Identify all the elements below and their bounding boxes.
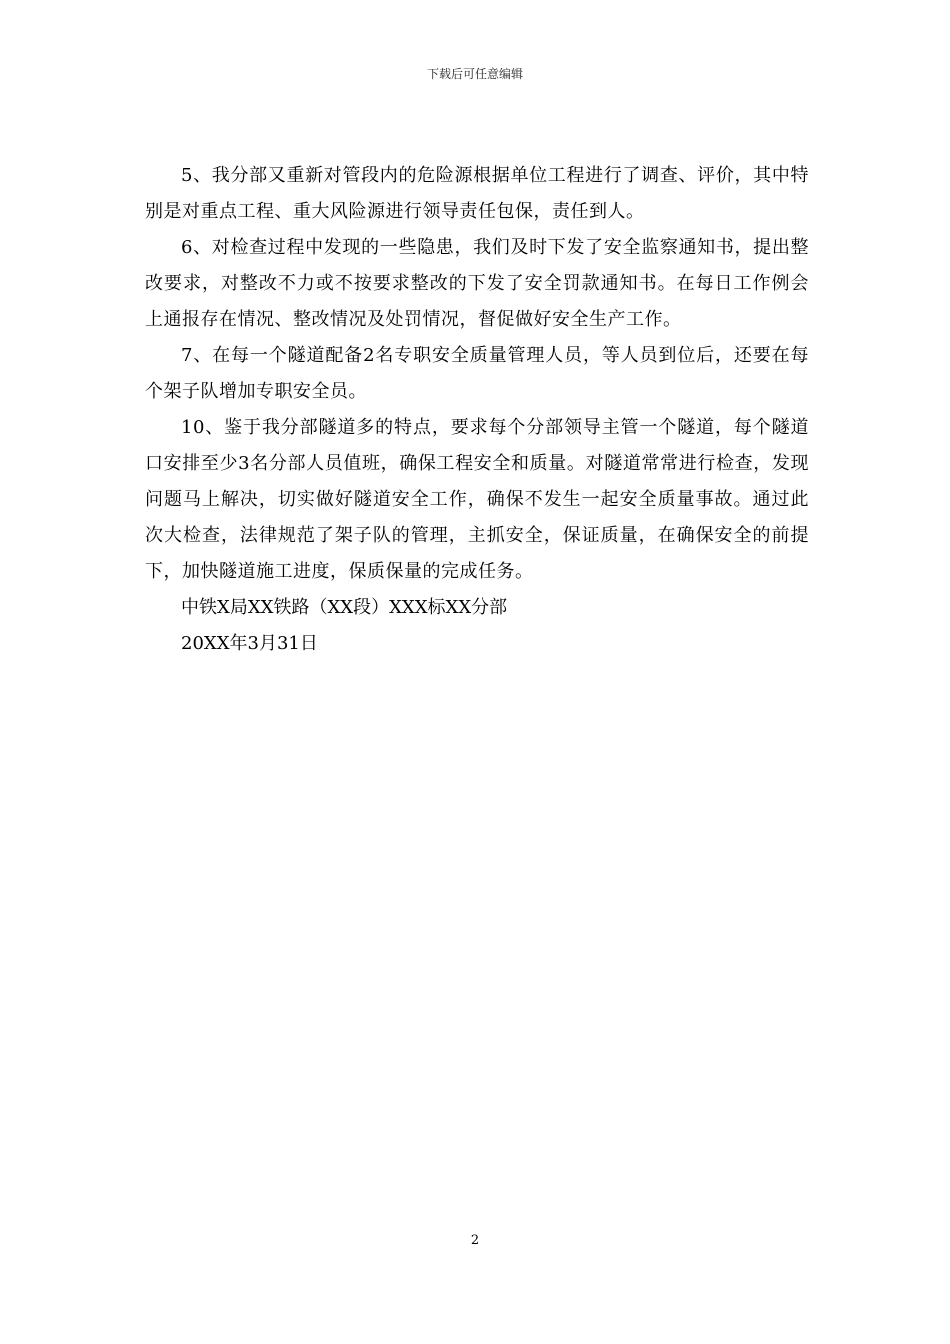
document-body xyxy=(145,158,809,662)
paragraph-item-7: 7、在每一个隧道配备2名专职安全质量管理人员，等人员到位后，还要在每个架子队增加专职安全员。 xyxy=(145,345,809,402)
signature-organization: 中铁X局XX铁路（XX段）XXX标XX分部 xyxy=(181,597,508,618)
paragraph-item-5: 5、我分部又重新对管段内的危险源根据单位工程进行了调查、评价，其中特别是对重点工程、重大风险源进行领导责任包保，责任到人。 xyxy=(145,165,809,222)
page-header-note: 下载后可任意编辑 xyxy=(426,67,523,81)
signature-date: 20XX年3月31日 xyxy=(181,633,318,654)
paragraph-item-6: 6、对检查过程中发现的一些隐患，我们及时下发了安全监察通知书，提出整改要求，对整改不力或不按要求整改的下发了安全罚款通知书。在每日工作例会上通报存在情况、整改情况及处罚情况，督促做好安全生产工作。 xyxy=(145,237,809,330)
page-number: 2 xyxy=(470,1233,480,1248)
paragraph-item-10: 10、鉴于我分部隧道多的特点，要求每个分部领导主管一个隧道，每个隧道口安排至少3名分部人员值班，确保工程安全和质量。对隧道常常进行检查，发现问题马上解决，切实做好隧道安全工作，确保不发生一起安全质量事故。通过此次大检查，法律规范了架子队的管理，主抓安全，保证质量，在确保安全的前提下，加快隧道施工进度，保质保量的完成任务。 xyxy=(145,417,809,582)
